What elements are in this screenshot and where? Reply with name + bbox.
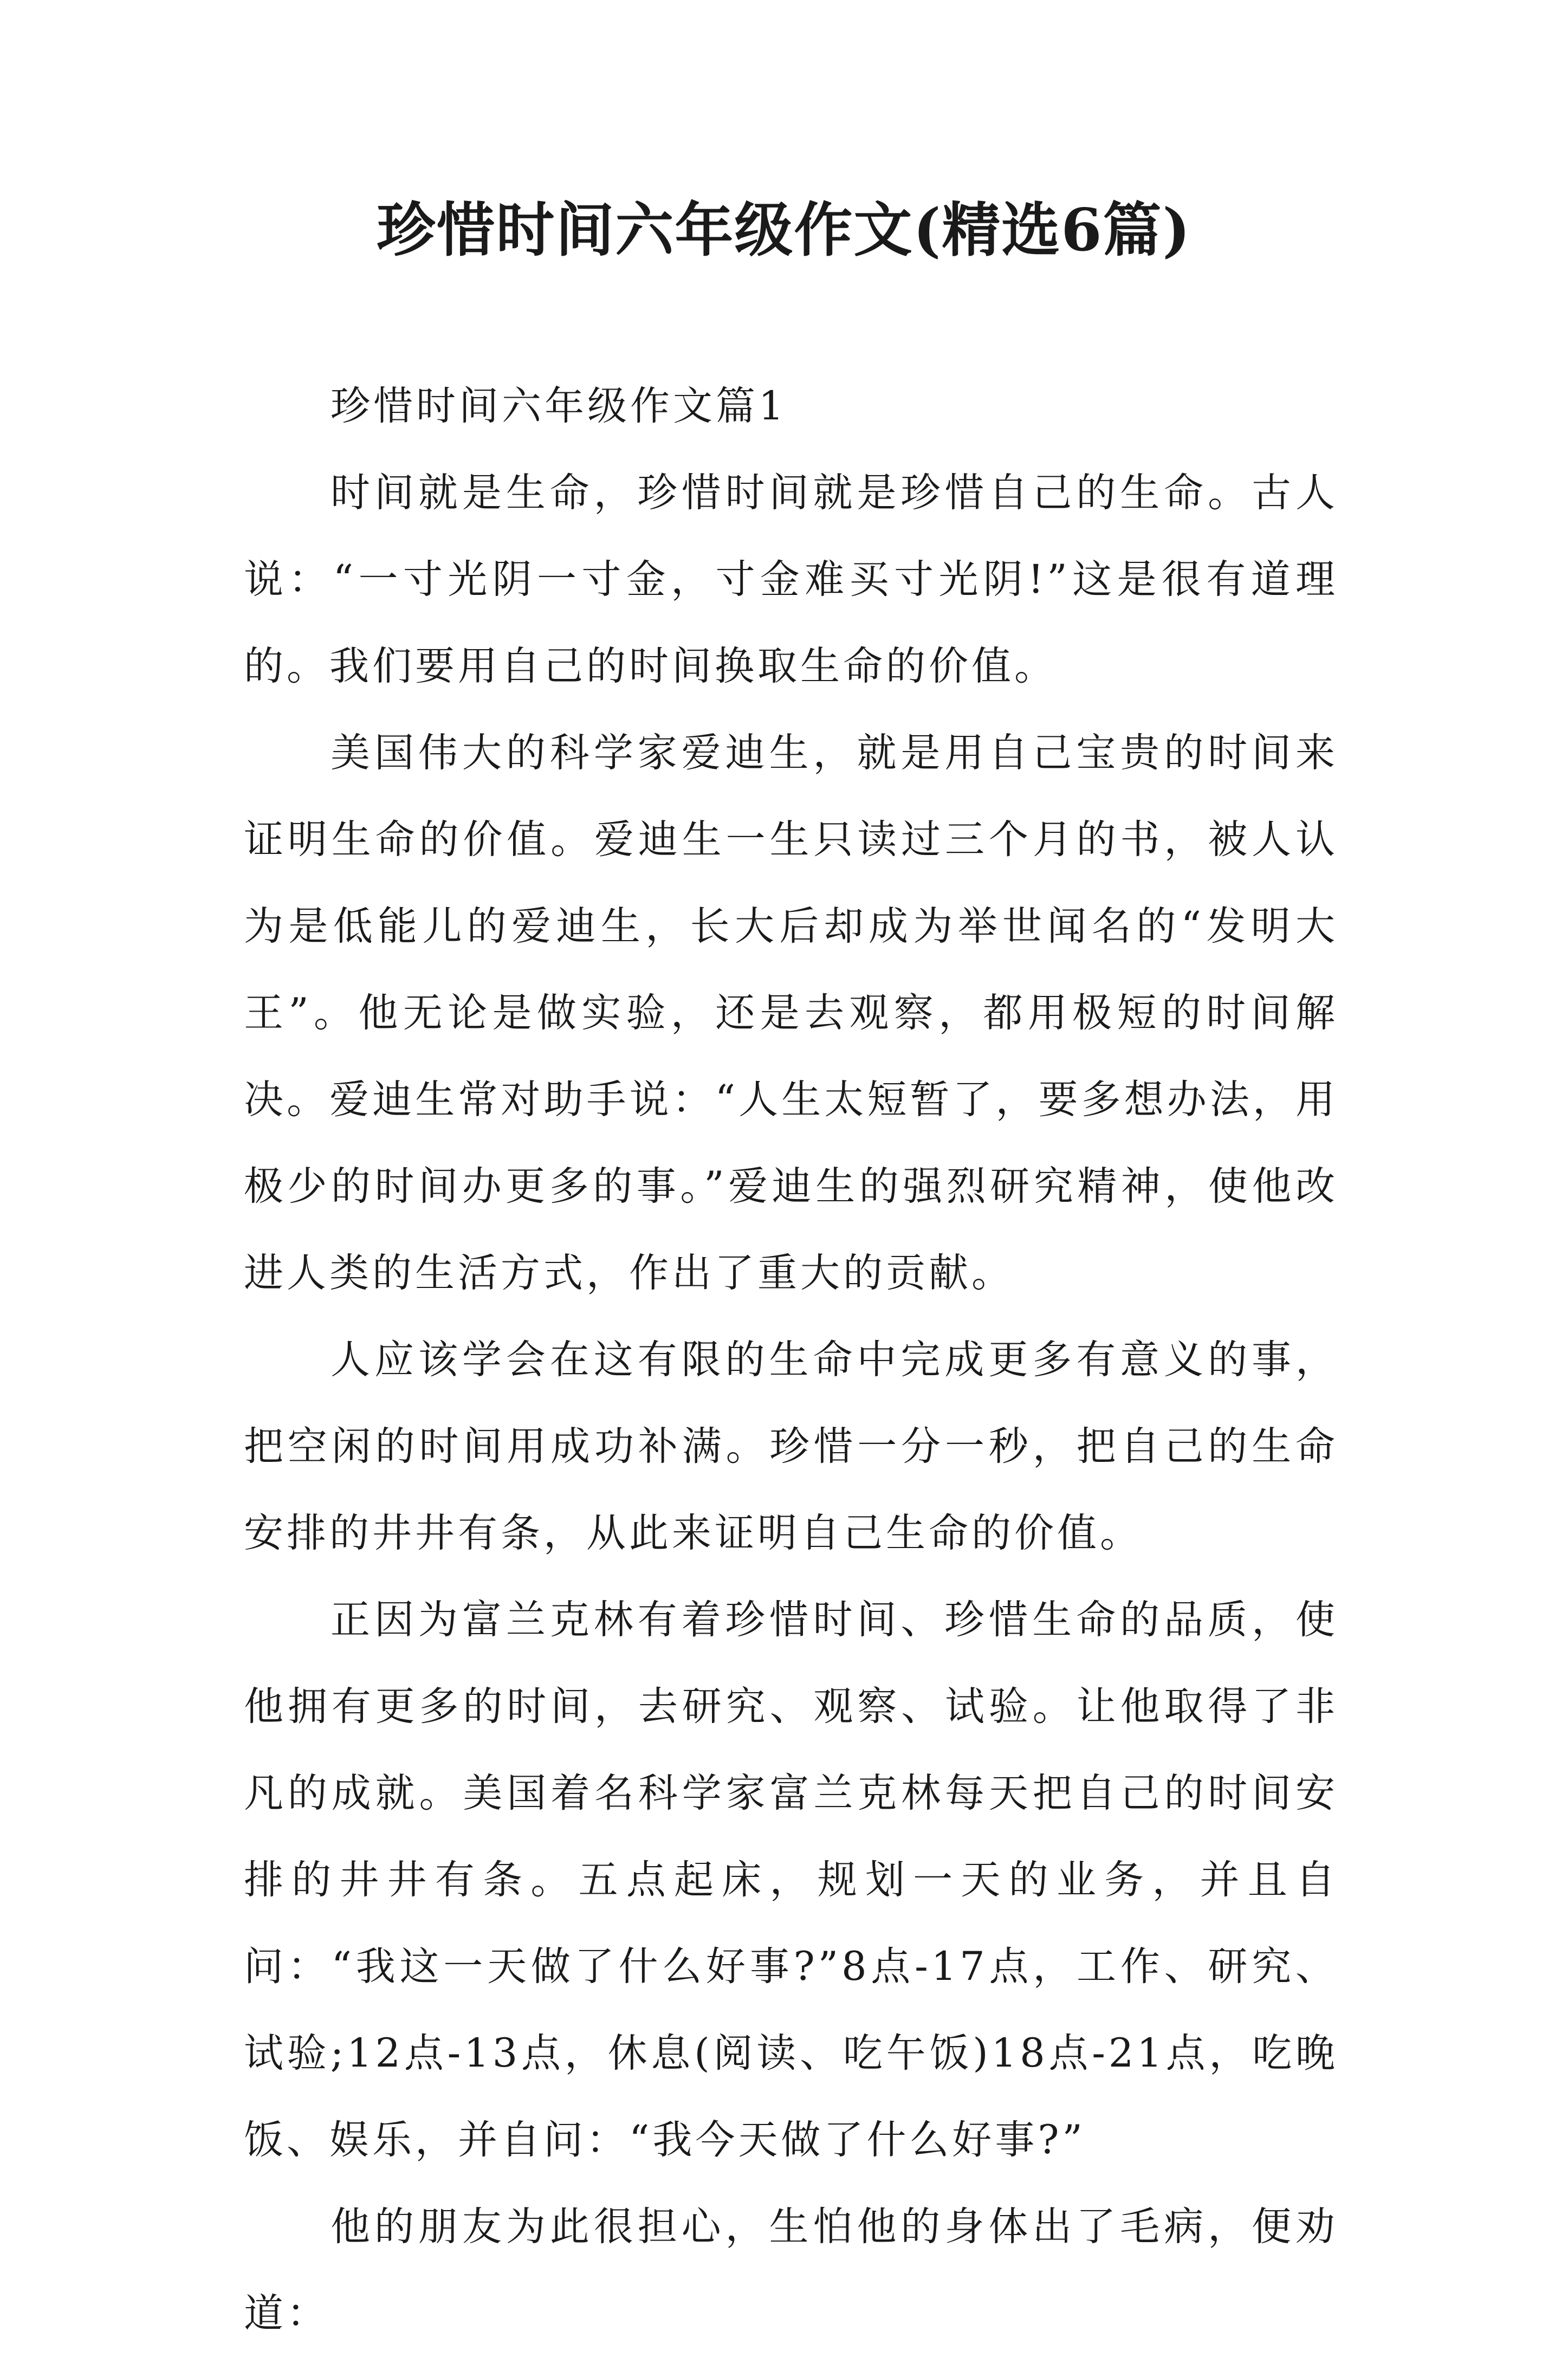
document-body bbox=[244, 363, 1338, 2357]
section-heading: 珍惜时间六年级作文篇1 bbox=[331, 383, 787, 429]
document-title: 珍惜时间六年级作文(精选6篇) bbox=[377, 196, 1191, 264]
paragraph-5: 他的朋友为此很担心，生怕他的身体出了毛病，便劝道： bbox=[244, 2204, 1338, 2336]
paragraph-2: 美国伟大的科学家爱迪生，就是用自己宝贵的时间来证明生命的价值。爱迪生一生只读过三个月的书，被人认为是低能儿的爱迪生，长大后却成为举世闻名的“发明大王”。他无论是做实验，还是去观察，都用极短的时间解决。爱迪生常对助手说：“人生太短暂了，要多想办法，用极少的时间办更多的事。”爱迪生的强烈研究精神，使他改进人类的生活方式，作出了重大的贡献。 bbox=[244, 730, 1338, 1296]
paragraph-3: 人应该学会在这有限的生命中完成更多有意义的事，把空闲的时间用成功补满。珍惜一分一秒，把自己的生命安排的井井有条，从此来证明自己生命的价值。 bbox=[244, 1337, 1338, 1556]
paragraph-1: 时间就是生命，珍惜时间就是珍惜自己的生命。古人说：“一寸光阴一寸金，寸金难买寸光阴!”这是很有道理的。我们要用自己的时间换取生命的价值。 bbox=[244, 470, 1338, 689]
paragraph-4: 正因为富兰克林有着珍惜时间、珍惜生命的品质，使他拥有更多的时间，去研究、观察、试验。让他取得了非凡的成就。美国着名科学家富兰克林每天把自己的时间安排的井井有条。五点起床，规划一天的业务，并且自问：“我这一天做了什么好事?”8点-17点，工作、研究、试验;12点-13点，休息(阅读、吃午饭)18点-21点，吃晚饭、娱乐，并自问：“我今天做了什么好事?” bbox=[244, 1597, 1338, 2163]
